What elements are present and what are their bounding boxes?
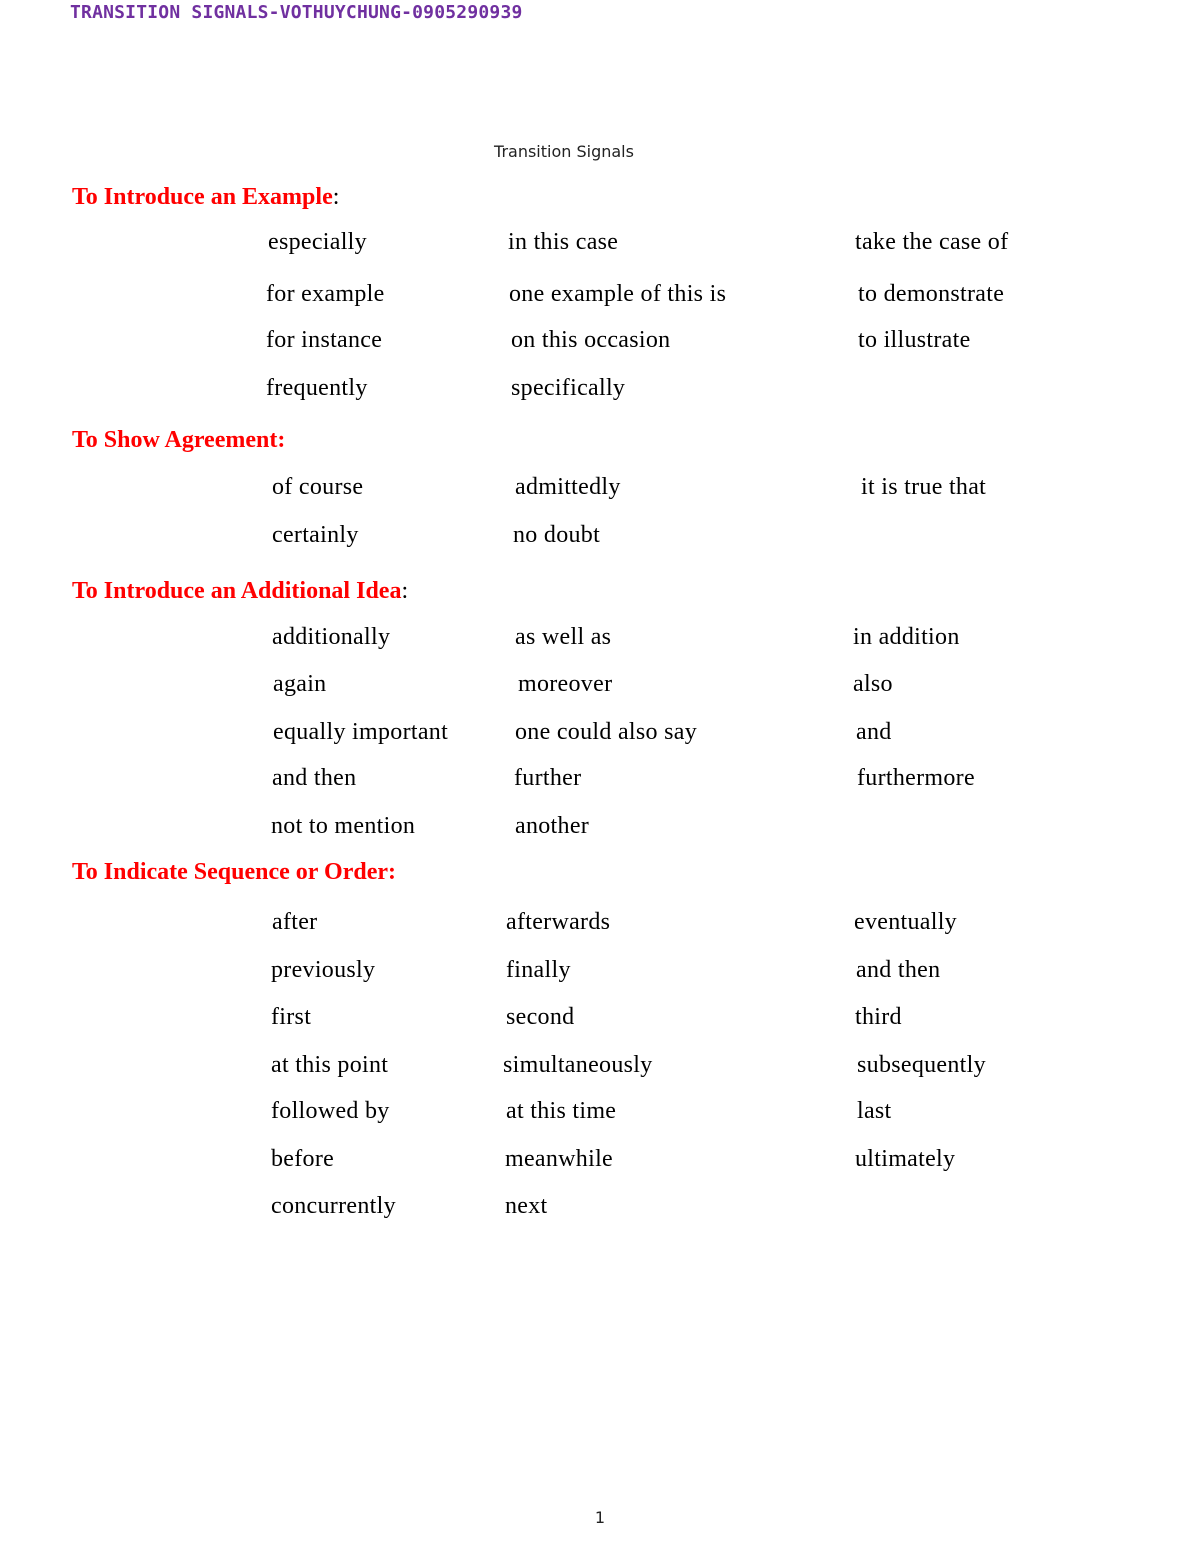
term: meanwhile (505, 1146, 613, 1172)
term: frequently (266, 375, 368, 401)
term-row (0, 1004, 1200, 1038)
section-heading-colon: : (401, 578, 409, 604)
term: before (271, 1146, 335, 1172)
section-heading-text: To Introduce an Additional Idea (72, 578, 402, 604)
section-heading-colon: : (332, 184, 340, 210)
term: equally important (273, 719, 449, 745)
term: further (514, 765, 582, 791)
term-row (0, 474, 1200, 508)
running-header: TRANSITION SIGNALS-VOTHUYCHUNG-0905290939 (70, 2, 523, 23)
section-heading (72, 427, 285, 454)
term-row (0, 624, 1200, 658)
term: simultaneously (503, 1052, 653, 1078)
term: concurrently (271, 1193, 396, 1219)
term: on this occasion (511, 327, 671, 353)
section-heading (72, 184, 339, 211)
term: subsequently (857, 1052, 986, 1078)
term: also (853, 671, 893, 697)
term: take the case of (855, 229, 1009, 255)
term: first (271, 1004, 312, 1030)
term: eventually (854, 909, 957, 935)
term: next (505, 1193, 548, 1219)
term: as well as (515, 624, 612, 650)
term-row (0, 719, 1200, 753)
term: for example (266, 281, 385, 307)
term: followed by (271, 1098, 390, 1124)
term: specifically (511, 375, 626, 401)
term-row (0, 281, 1200, 315)
page-number: 1 (594, 1508, 606, 1527)
term: in this case (508, 229, 619, 255)
section-heading (72, 859, 396, 886)
term-row (0, 671, 1200, 705)
term-row (0, 229, 1200, 263)
term-row (0, 909, 1200, 943)
term: furthermore (857, 765, 975, 791)
term: finally (506, 957, 571, 983)
term: especially (268, 229, 367, 255)
section-heading-text: To Indicate Sequence or Order: (72, 859, 396, 885)
document-title: Transition Signals (494, 142, 634, 161)
section-heading (72, 578, 408, 605)
term-row (0, 1052, 1200, 1086)
term: for instance (266, 327, 383, 353)
term: moreover (518, 671, 613, 697)
term: one example of this is (509, 281, 727, 307)
term: third (855, 1004, 902, 1030)
term: afterwards (506, 909, 611, 935)
term-row (0, 1193, 1200, 1227)
section-heading-text: To Show Agreement: (72, 427, 286, 453)
term: one could also say (515, 719, 698, 745)
term: and then (272, 765, 357, 791)
term: not to mention (271, 813, 416, 839)
term: ultimately (855, 1146, 956, 1172)
term: to illustrate (858, 327, 971, 353)
term: last (857, 1098, 892, 1124)
term: at this point (271, 1052, 389, 1078)
term: in addition (853, 624, 960, 650)
term: no doubt (513, 522, 601, 548)
term: to demonstrate (858, 281, 1005, 307)
term: certainly (272, 522, 359, 548)
section-heading-text: To Introduce an Example (72, 184, 333, 210)
term: at this time (506, 1098, 617, 1124)
term-row (0, 1146, 1200, 1180)
term-row (0, 813, 1200, 847)
term: after (272, 909, 318, 935)
term: of course (272, 474, 364, 500)
term: and (856, 719, 892, 745)
term-row (0, 327, 1200, 361)
term: additionally (272, 624, 391, 650)
term-row (0, 957, 1200, 991)
term-row (0, 765, 1200, 799)
term: second (506, 1004, 575, 1030)
term: it is true that (861, 474, 987, 500)
term-row (0, 1098, 1200, 1132)
term: admittedly (515, 474, 621, 500)
term-row (0, 522, 1200, 556)
term: again (273, 671, 327, 697)
term-row (0, 375, 1200, 409)
term: another (515, 813, 590, 839)
term: and then (856, 957, 941, 983)
term: previously (271, 957, 376, 983)
